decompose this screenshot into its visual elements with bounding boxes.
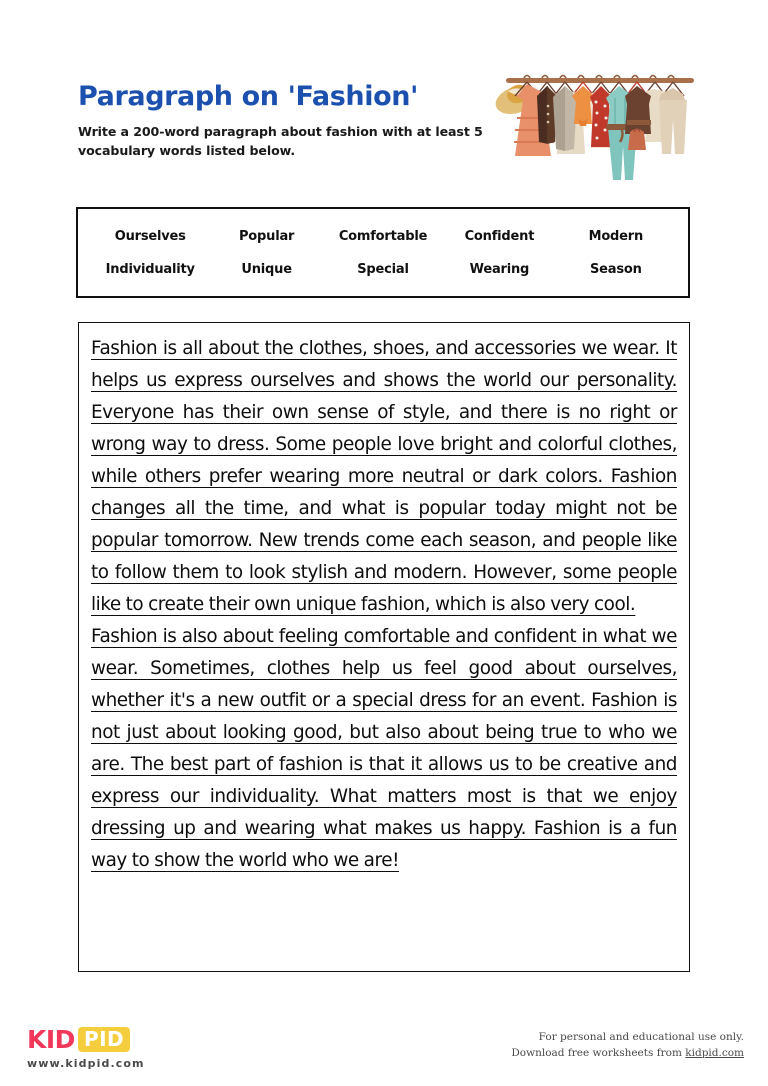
clothing-rack-illustration (484, 58, 700, 198)
handbag (628, 129, 646, 150)
vocabulary-word: Ourselves (114, 228, 186, 244)
logo-wordmark (27, 1026, 207, 1052)
vocabulary-word: Unique (241, 261, 292, 277)
footer-notice (511, 1030, 744, 1062)
kidpid-link[interactable]: kidpid.com (685, 1046, 744, 1059)
vocabulary-word: Season (589, 261, 642, 277)
vocabulary-word: Popular (238, 228, 295, 244)
vocabulary-word: Individuality (105, 261, 195, 277)
logo-pid-text: PID (78, 1027, 130, 1052)
vocabulary-row (92, 229, 674, 244)
paragraph-text-second: Fashion is also about feeling comfortable and confident in what we wear. Sometimes, clothes help us feel good about ourselves, whether it's a new outfit or a special dress for an event. Fashion is not just about looking good, but also about being true to who we are. The best part of fashion is that it allows us to be creative and express our individuality. What matters most is that we enjoy dressing up and wearing what makes us happy. Fashion is a fun way to show the world who we are! (91, 626, 677, 871)
paragraph-text-first: Fashion is all about the clothes, shoes, and accessories we wear. It helps us express ourselves and shows the world our personality. Everyone has their own sense of style, and there is no right or wrong way to dress. Some people love bright and colorful clothes, while others prefer wearing more neutral or dark colors. Fashion changes all the time, and what is popular today might not be popular tomorrow. New trends come each season, and people like to follow them to look stylish and modern. However, some people like to create their own unique fashion, which is also very cool. (91, 338, 677, 615)
worksheet-instructions: Write a 200-word paragraph about fashion with at least 5 vocabulary words listed below. (78, 123, 483, 158)
beige-trousers (659, 88, 687, 154)
logo-website-url: www.kidpid.com (27, 1057, 145, 1070)
vocabulary-word: Special (357, 261, 409, 277)
kidpid-logo[interactable] (27, 1026, 207, 1070)
footer-notice-line1: For personal and educational use only. (538, 1031, 744, 1043)
footer-notice-line2 (511, 1046, 744, 1062)
vocabulary-box (76, 207, 690, 298)
brown-coat (537, 86, 557, 144)
vocabulary-word: Confident (464, 228, 535, 244)
logo-kid-text: KID (27, 1024, 75, 1054)
vocabulary-row (92, 262, 674, 277)
vocabulary-word: Modern (588, 228, 644, 244)
page-footer (0, 1012, 768, 1086)
vocabulary-word: Wearing (469, 261, 530, 277)
vocabulary-word: Comfortable (338, 228, 428, 244)
footer-notice-prefix: Download free worksheets from (511, 1046, 686, 1059)
paragraph-answer-box[interactable] (78, 322, 690, 972)
page-title: Paragraph on 'Fashion' (78, 81, 418, 112)
